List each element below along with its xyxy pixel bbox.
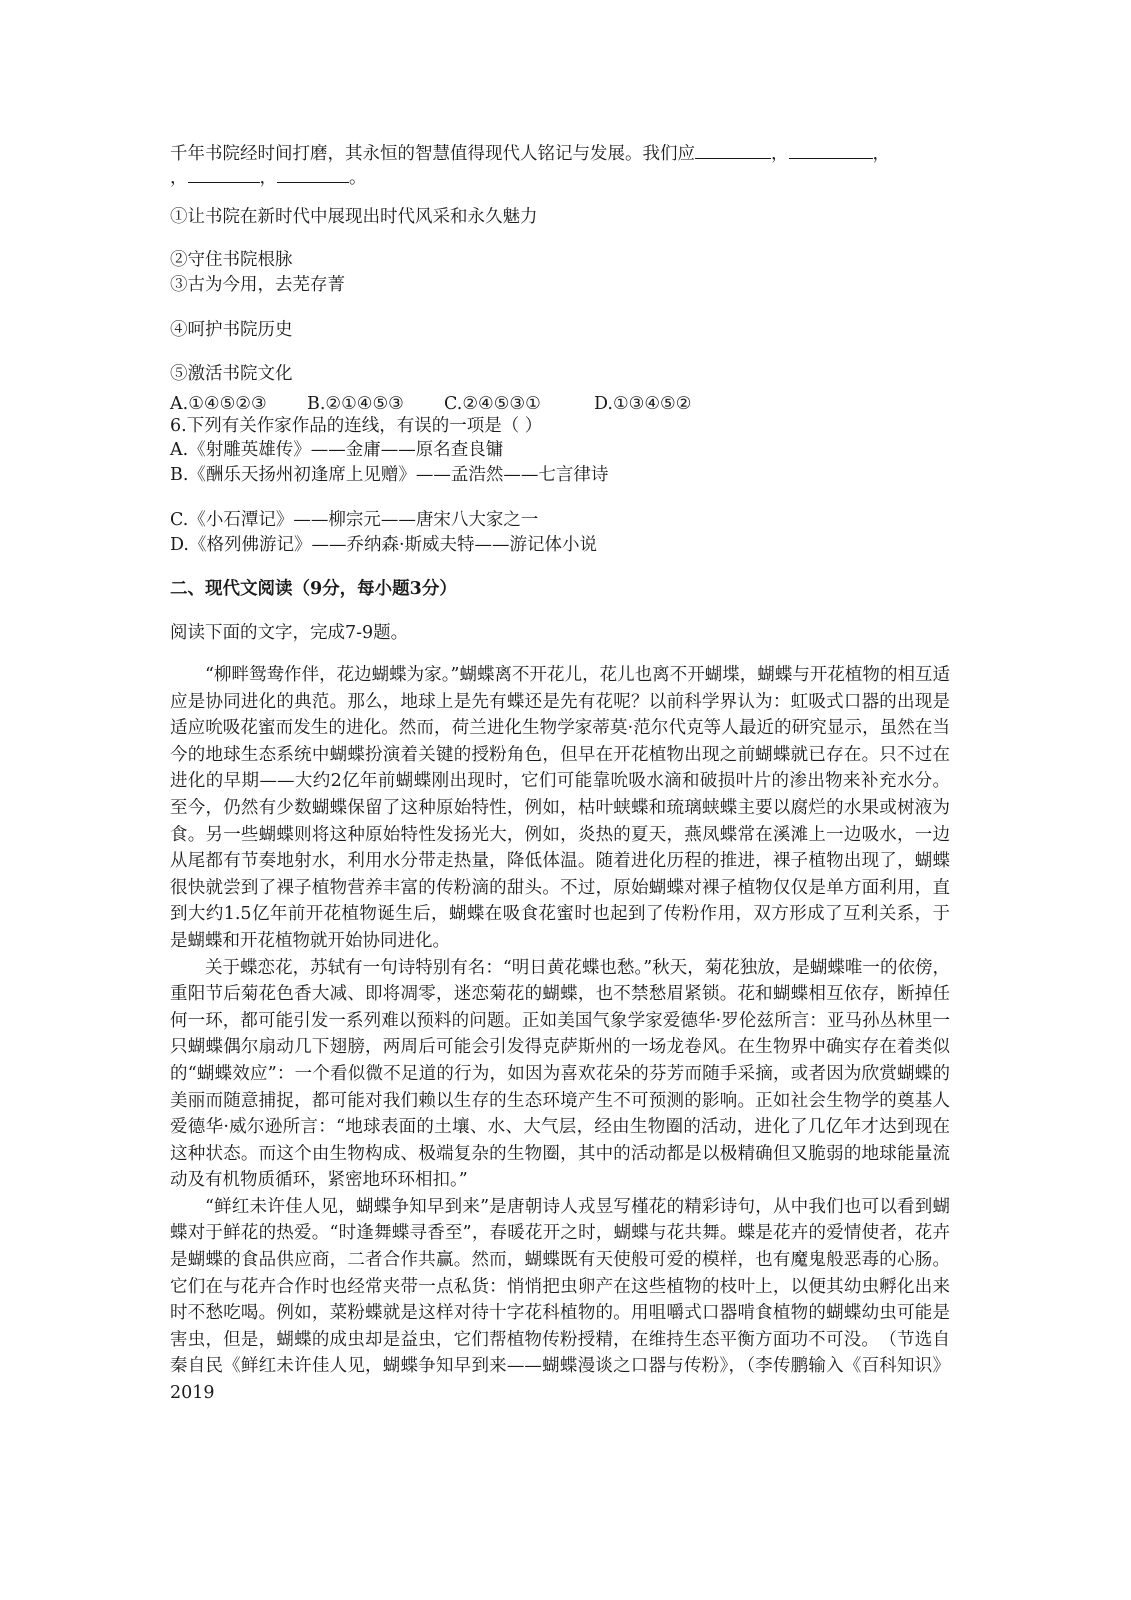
answer-blank-4[interactable] bbox=[277, 164, 349, 183]
q5-item-3: ③古为今用，去芜存菁 bbox=[170, 275, 345, 295]
option-c[interactable]: C.②④⑤③① bbox=[444, 394, 541, 414]
q6-option-a[interactable]: A.《射雕英雄传》——金庸——原名查良镛 bbox=[170, 440, 504, 460]
passage-paragraph-1: “柳畔鸳鸯作伴，花边蝴蝶为家。”蝴蝶离不开花儿，花儿也离不开蝴堞，蝴蝶与开花植物的相互适应是协同进化的典范。那么，地球上是先有蝶还是先有花呢？以前科学界认为：虹吸式口器的出现是适应吮吸花蜜而发生的进化。然而，荷兰进化生物学家蒂莫·范尔代克等人最近的研究显示，虽然在当今的地球生态系统中蝴蝶扮演着关键的授粉角色，但早在开花植物出现之前蝴蝶就已存在。只不过在进化的早期——大约2亿年前蝴蝶刚出现时，它们可能靠吮吸水滴和破损叶片的渗出物来补充水分。至今，仍然有少数蝴蝶保留了这种原始特性，例如，枯叶蛱蝶和琉璃蛱蝶主要以腐烂的水果或树液为食。另一些蝴蝶则将这种原始特性发扬光大，例如，炎热的夏天，燕凤蝶常在溪滩上一边吸水，一边从尾都有节奏地射水，利用水分带走热量，降低体温。随着进化历程的推进，裸子植物出现了，蝴蝶很快就尝到了裸子植物营养丰富的传粉滴的甜头。不过，原始蝴蝶对裸子植物仅仅是单方面利用，直到大约1.5亿年前开花植物诞生后，蝴蝶在吸食花蜜时也起到了传粉作用，双方形成了互利关系，于是蝴蝶和开花植物就开始协同进化。 bbox=[170, 665, 950, 951]
option-a[interactable]: A.①④⑤②③ bbox=[170, 394, 267, 414]
q6-option-d[interactable]: D.《格列佛游记》——乔纳森·斯威夫特——游记体小说 bbox=[170, 535, 598, 555]
option-b[interactable]: B.②①④⑤③ bbox=[307, 394, 404, 414]
option-d[interactable]: D.①③④⑤② bbox=[594, 394, 692, 414]
q6-stem: 6.下列有关作家作品的连线，有误的一项是（ ） bbox=[170, 416, 543, 436]
q5-item-2: ②守住书院根脉 bbox=[170, 250, 293, 270]
answer-blank-2[interactable] bbox=[789, 140, 873, 159]
section-heading: 二、现代文阅读（9分，每小题3分） bbox=[170, 579, 457, 599]
q5-item-5: ⑤激活书院文化 bbox=[170, 364, 293, 384]
answer-blank-1[interactable] bbox=[695, 140, 771, 159]
q5-stem: 千年书院经时间打磨，其永恒的智慧值得现代人铭记与发展。我们应 bbox=[170, 144, 695, 164]
q5-item-1: ①让书院在新时代中展现出时代风采和永久魅力 bbox=[170, 207, 538, 227]
reading-instruction: 阅读下面的文字，完成7-9题。 bbox=[170, 623, 409, 643]
answer-blank-3[interactable] bbox=[188, 164, 260, 183]
q6-option-b[interactable]: B.《酬乐天扬州初逢席上见赠》——孟浩然——七言律诗 bbox=[170, 465, 609, 485]
reading-passage bbox=[170, 662, 950, 1407]
q6-option-c[interactable]: C.《小石潭记》——柳宗元——唐宋八大家之一 bbox=[170, 510, 539, 530]
passage-paragraph-2: 关于蝶恋花，苏轼有一句诗特别有名：“明日黄花蝶也愁。”秋天，菊花独放，是蝴蝶唯一的依傍，重阳节后菊花色香大减、即将凋零，迷恋菊花的蝴蝶，也不禁愁眉紧锁。花和蝴蝶相互依存，断掉任何一环，都可能引发一系列难以预料的问题。正如美国气象学家爱德华·罗伦兹所言：亚马孙丛林里一只蝴蝶偶尔扇动几下翅膀，两周后可能会引发得克萨斯州的一场龙卷风。在生物界中确实存在着类似的“蝴蝶效应”：一个看似微不足道的行为，如因为喜欢花朵的芬芳而随手采摘，或者因为欣赏蝴蝶的美丽而随意捕捉，都可能对我们赖以生存的生态环境产生不可预测的影响。正如社会生物学的奠基人爱德华·威尔逊所言：“地球表面的土壤、水、大气层，经由生物圈的活动，进化了几亿年才达到现在这种状态。而这个由生物构成、极端复杂的生物圈，其中的活动都是以极精确但又脆弱的地球能量流动及有机物质循环，紧密地环环相扣。” bbox=[170, 957, 950, 1191]
q5-item-4: ④呵护书院历史 bbox=[170, 320, 293, 340]
q5-stem-line2: ， ， 。 bbox=[170, 164, 367, 191]
q5-stem-line1: 千年书院经时间打磨，其永恒的智慧值得现代人铭记与发展。我们应 ， ， bbox=[170, 140, 890, 167]
passage-paragraph-3: “鲜红未许佳人见，蝴蝶争知早到来”是唐朝诗人戎昱写槿花的精彩诗句，从中我们也可以看到蝴蝶对于鲜花的热爱。“时逢舞蝶寻香至”，春暖花开之时，蝴蝶与花共舞。蝶是花卉的爱情使者，花卉是蝴蝶的食品供应商，二者合作共赢。然而，蝴蝶既有天使般可爱的模样，也有魔鬼般恶毒的心肠。它们在与花卉合作时也经常夹带一点私货：悄悄把虫卵产在这些植物的枝叶上，以便其幼虫孵化出来时不愁吃喝。例如，菜粉蝶就是这样对待十字花科植物的。用咀嚼式口器啃食植物的蝴蝶幼虫可能是害虫，但是，蝴蝶的成虫却是益虫，它们帮植物传粉授精，在维持生态平衡方面功不可没。 （节选自秦自民《鲜红未许佳人见，蝴蝶争知早到来——蝴蝶漫谈之口器与传粉》，（李传鹏输入《百科知识》2019 bbox=[170, 1196, 950, 1404]
